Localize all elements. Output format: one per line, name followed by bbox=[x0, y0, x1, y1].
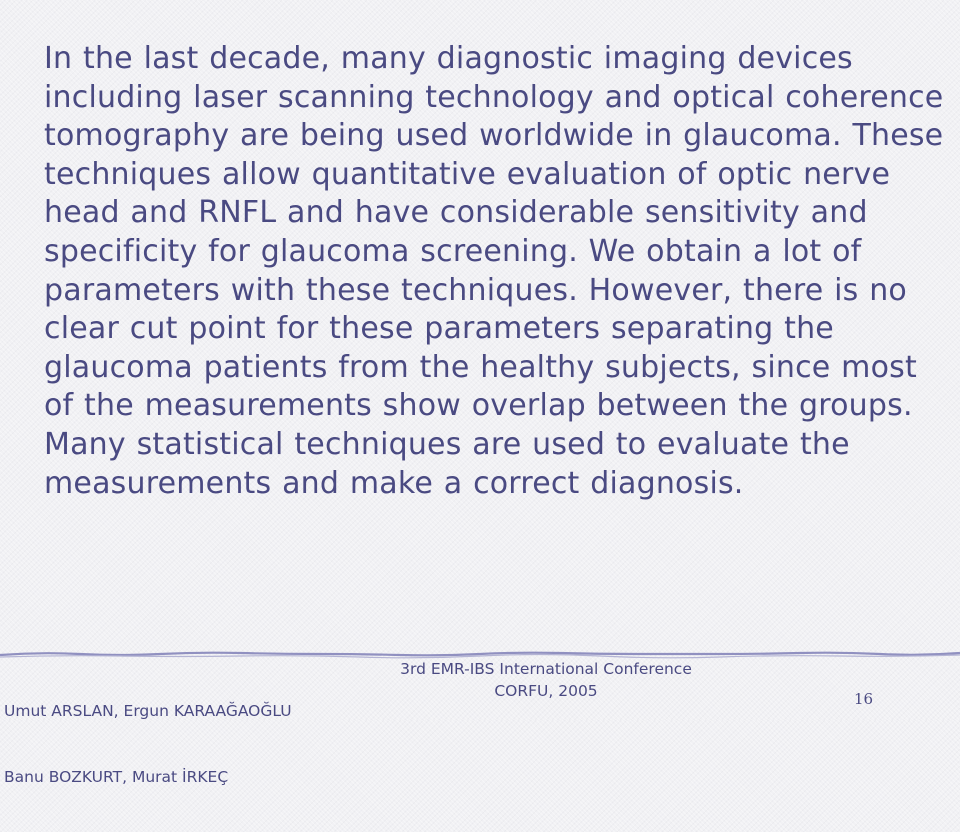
footer-authors-line-1: Umut ARSLAN, Ergun KARAAĞAOĞLU bbox=[4, 702, 292, 720]
slide-body-text: In the last decade, many diagnostic imaging devices including laser scanning technology and optical coherence tomography are being used worldwide in glaucoma. These techniques allow quantitative evaluation of optic nerve head and RNFL and have considerable sensitivity and specificity for glaucoma screening. We obtain a lot of parameters with these techniques. However, there is no clear cut point for these parameters separating the glaucoma patients from the healthy subjects, since most of the measurements show overlap between the groups. Many statistical techniques are used to evaluate the measurements and make a correct diagnosis. bbox=[44, 41, 944, 501]
footer-authors bbox=[4, 656, 292, 832]
footer-authors-line-2: Banu BOZKURT, Murat İRKEÇ bbox=[4, 768, 229, 786]
footer-conference-line-2: CORFU, 2005 bbox=[494, 682, 598, 700]
footer-conference-line-1: 3rd EMR-IBS International Conference bbox=[400, 660, 692, 678]
footer-conference bbox=[356, 658, 736, 702]
page-number: 16 bbox=[854, 690, 874, 708]
